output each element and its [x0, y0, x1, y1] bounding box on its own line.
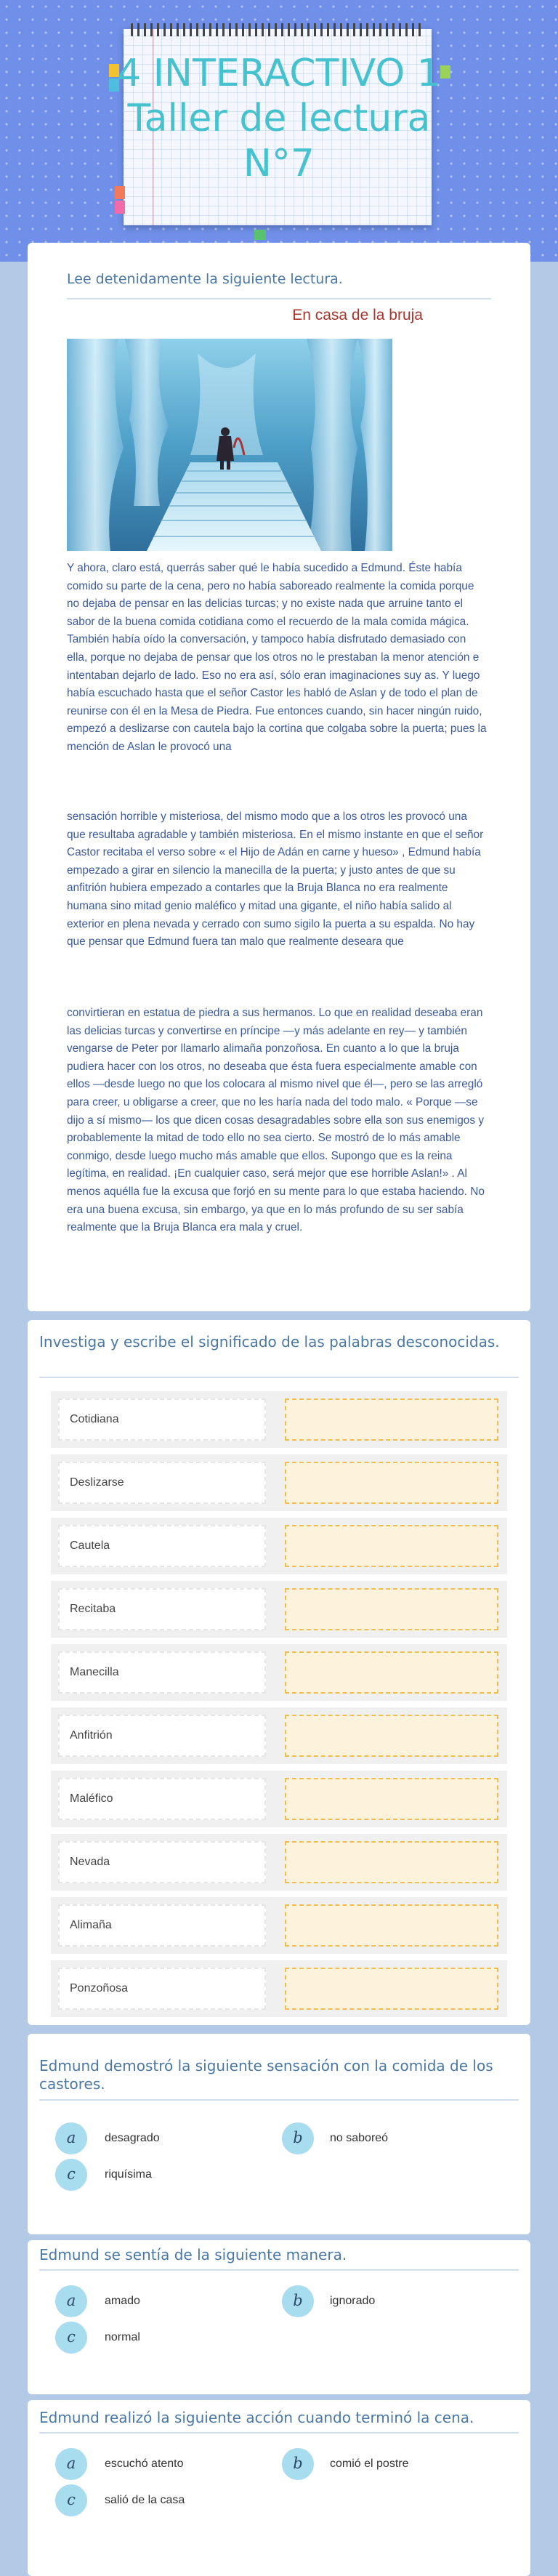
vocabulary-row: [51, 1391, 507, 1448]
answer-option[interactable]: [282, 2122, 500, 2154]
tab-marker: [115, 201, 125, 214]
definition-answer-field[interactable]: [285, 1778, 498, 1820]
answer-option[interactable]: [55, 2285, 273, 2317]
option-label: escuchó atento: [105, 2458, 184, 2470]
story-image: [67, 339, 392, 551]
option-letter: c: [55, 2322, 87, 2354]
answer-option[interactable]: [282, 2285, 500, 2317]
vocabulary-row: [51, 1644, 507, 1701]
section-divider: [67, 298, 491, 299]
option-letter: b: [282, 2285, 314, 2317]
question-prompt: Edmund realizó la siguiente acción cuando terminó la cena.: [39, 2409, 474, 2426]
vocabulary-term: Recitaba: [58, 1588, 266, 1630]
option-letter: c: [55, 2159, 87, 2191]
question-prompt: Edmund demostró la siguiente sensación con la comida de los castores.: [39, 2057, 493, 2093]
option-label: ignorado: [330, 2295, 376, 2307]
tab-marker: [115, 186, 125, 199]
vocabulary-term: Anfitrión: [58, 1715, 266, 1757]
option-label: normal: [105, 2331, 140, 2343]
vocabulary-term: Nevada: [58, 1841, 266, 1883]
section-divider: [39, 2432, 519, 2434]
vocabulary-term: Manecilla: [58, 1651, 266, 1694]
vocabulary-row: [51, 1518, 507, 1574]
definition-answer-field[interactable]: [285, 1968, 498, 2010]
definition-answer-field[interactable]: [285, 1904, 498, 1947]
option-letter: b: [282, 2448, 314, 2480]
option-label: comió el postre: [330, 2458, 409, 2470]
header-banner: [0, 0, 558, 262]
ice-palace-illustration: [67, 339, 392, 551]
title-line: 4 INTERACTIVO 1: [117, 52, 441, 95]
vocabulary-row: [51, 1834, 507, 1891]
answer-option[interactable]: [55, 2122, 273, 2154]
section-divider: [39, 2269, 519, 2271]
option-label: desagrado: [105, 2132, 160, 2144]
answer-option[interactable]: [55, 2484, 273, 2516]
option-letter: c: [55, 2484, 87, 2516]
vocabulary-row: [51, 1707, 507, 1764]
definition-answer-field[interactable]: [285, 1525, 498, 1567]
vocabulary-row: [51, 1771, 507, 1827]
story-title: En casa de la bruja: [292, 307, 423, 323]
title-line: Taller de lectura: [127, 97, 431, 140]
section-divider: [39, 2099, 519, 2101]
story-paragraph: Y ahora, claro está, querrás saber qué le había sucedido a Edmund. Éste había comido su parte de la cena, pero no había saboreado realmente la comida porque no dejaba de pensar en las delicias turcas; y no existe nada que arruine tanto el sabor de la buena comida cotidiana como el recuerdo de la mala comida mágica. También había oído la conversación, y tampoco había disfrutado demasiado con ella, porque no dejaba de pensar que los otros no le prestaban la menor atención e intentaban dejarlo de lado. Eso no era así, sólo eran imaginaciones suy as. Y luego había escuchado hasta que el señor Castor les habló de Aslan y de todo el plan de reunirse con él en la Mesa de Piedra. Fue entonces cuando, sin hacer ningún ruido, empezó a deslizarse con cautela bajo la cortina que colgaba sobre la puerta; pues la mención de Aslan le provocó una: [67, 562, 487, 753]
spiral-binding: [131, 23, 424, 36]
definition-answer-field[interactable]: [285, 1462, 498, 1504]
page-title: [87, 51, 471, 186]
title-line: N°7: [243, 142, 315, 185]
option-label: salió de la casa: [105, 2494, 185, 2506]
definition-answer-field[interactable]: [285, 1398, 498, 1441]
option-letter: b: [282, 2122, 314, 2154]
definition-answer-field[interactable]: [285, 1651, 498, 1694]
vocabulary-row: [51, 1960, 507, 2017]
vocabulary-instruction: Investiga y escribe el significado de las palabras desconocidas.: [39, 1333, 500, 1351]
answer-option[interactable]: [55, 2448, 273, 2480]
vocabulary-term: Cautela: [58, 1525, 266, 1567]
vocabulary-row: [51, 1581, 507, 1638]
vocabulary-row: [51, 1897, 507, 1954]
vocabulary-row: [51, 1454, 507, 1511]
story-paragraph: convirtieran en estatua de piedra a sus hermanos. Lo que en realidad deseaba eran las delicias turcas y convertirse en príncipe —y más adelante en rey— y también vengarse de Peter por llamarlo alimaña ponzoñosa. En cuanto a lo que la bruja pudiera hacer con los otros, no deseaba que ésta fuera especialmente amable con ellos —desde luego no que los colocara al mismo nivel que él—, pero se las arregló para creer, u obligarse a creer, que no les haría nada del todo malo. « Porque —se dijo a sí mismo— los que dicen cosas desagradables sobre ella son sus enemigos y probablemente la mitad de todo ello no sea cierto. Se mostró de lo más amable conmigo, desde luego mucho más amable que ellos. Supongo que es la reina legítima, en realidad. ¡En cualquier caso, será mejor que ese horrible Aslan!» . Al menos aquélla fue la excusa que forjó en su mente para lo que estaba haciendo. No era una buena excusa, sin embargo, ya que en lo más profundo de su ser sabía realmente que la Bruja Blanca era mala y cruel.: [67, 1007, 485, 1234]
reading-instruction: Lee detenidamente la siguiente lectura.: [67, 271, 343, 287]
section-divider: [39, 1377, 519, 1378]
answer-option[interactable]: [282, 2448, 500, 2480]
definition-answer-field[interactable]: [285, 1841, 498, 1883]
vocabulary-term: Deslizarse: [58, 1462, 266, 1504]
option-letter: a: [55, 2285, 87, 2317]
vocabulary-term: Maléfico: [58, 1778, 266, 1820]
option-label: no saboreó: [330, 2132, 389, 2144]
vocabulary-term: Ponzoñosa: [58, 1968, 266, 2010]
answer-option[interactable]: [55, 2159, 273, 2191]
option-label: riquísima: [105, 2168, 152, 2181]
vocabulary-term: Alimaña: [58, 1904, 266, 1947]
tab-marker: [254, 230, 266, 240]
question-prompt: Edmund se sentía de la siguiente manera.: [39, 2246, 347, 2263]
vocabulary-term: Cotidiana: [58, 1398, 266, 1441]
definition-answer-field[interactable]: [285, 1588, 498, 1630]
option-label: amado: [105, 2295, 140, 2307]
definition-answer-field[interactable]: [285, 1715, 498, 1757]
option-letter: a: [55, 2448, 87, 2480]
answer-option[interactable]: [55, 2322, 273, 2354]
story-paragraph: sensación horrible y misteriosa, del mismo modo que a los otros les provocó una que resultaba agradable y también misteriosa. En el mismo instante en que el señor Castor recitaba el verso sobre « el Hijo de Adán en carne y hueso» , Edmund había empezado a girar en silencio la manecilla de la puerta; y justo antes de que su anfitrión hubiera empezado a contarles que la Bruja Blanca no era realmente humana sino mitad genio maléfico y mitad una gigante, el niño había salido al exterior en plena nevada y cerrado con sumo sigilo la puerta a su espalda. No hay que pensar que Edmund fuera tan malo que realmente deseara que: [67, 810, 484, 949]
option-letter: a: [55, 2122, 87, 2154]
